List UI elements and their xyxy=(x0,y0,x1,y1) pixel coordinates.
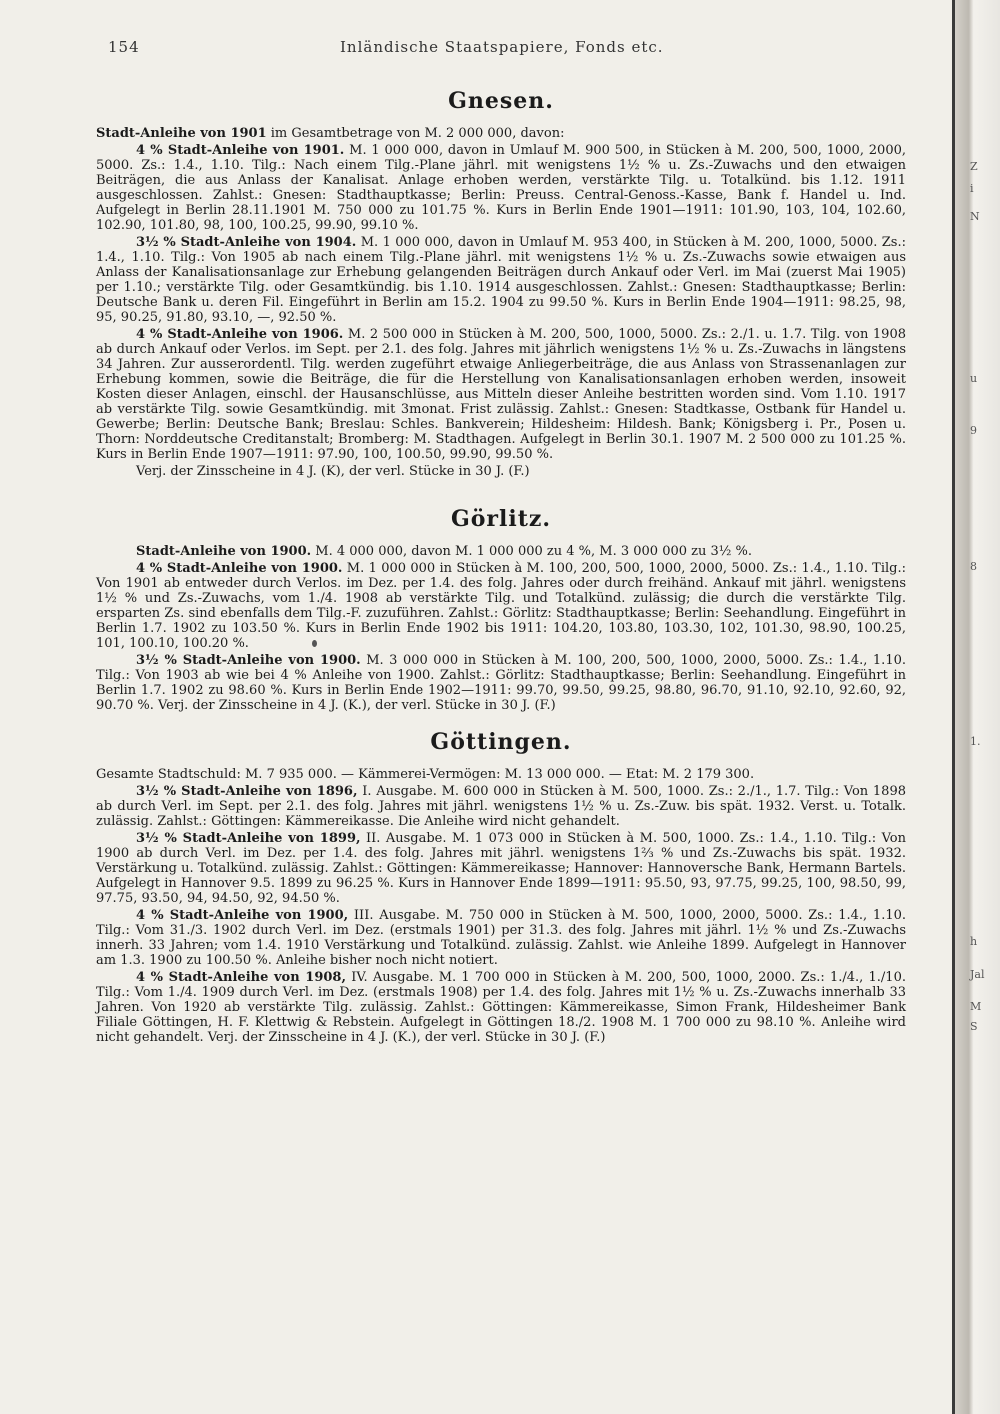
loan-text: III. Ausgabe. M. 750 000 in Stücken à M. 500, 1000, 2000, 5000. Zs.: 1.4., 1.10. Tilg.: Vom 31./3. 1902 durch Verl. im Dez. (erstmals 1901) per 31.3. des folg. Jahres mit jährl. 1½ % und Zs.-Zuwachs innerh. 33 Jahren; vom 1.4. 1910 Verstärkung und Totalkünd. zulässig. Zahlst. wie Anleihe 1899. Aufgelegt in Hannover am 1.3. 1900 zu 100.50 %. Anleihe bisher noch nicht notiert. xyxy=(96,908,906,968)
loan-heading: 4 % Stadt-Anleihe von 1900. xyxy=(136,561,343,576)
loan-heading: 3½ % Stadt-Anleihe von 1904. xyxy=(136,235,357,250)
loan-text: M. 1 000 000, davon in Umlauf M. 953 400, in Stücken à M. 200, 1000, 5000. Zs.: 1.4., 1.10. Tilg.: Von 1905 ab nach einem Tilg.-Plane jährl. mit wenigstens 1½ % u. Zs.-Zuwachs sowie etwaigen aus Anlass der Kanalisationsanlage zur Erhebung gelangenden Beiträgen durch Ankauf oder Verl. im Mai (zuerst Mai 1905) per 1.10.; verstärkte Tilg. oder Gesamtkündig. bis 1.10. 1914 ausgeschlossen. Zahlst.: Gnesen: Stadthauptkasse; Berlin: Deutsche Bank u. deren Fil. Eingeführt in Berlin am 15.2. 1904 zu 99.50 %. Kurs in Berlin Ende 1904—1911: 98.25, 98, 95, 90.25, 91.80, 93.10, —, 92.50 %. xyxy=(96,235,906,325)
city-heading-goettingen: Göttingen. xyxy=(430,729,572,755)
loan-text: I. Ausgabe. M. 600 000 in Stücken à M. 500, 1000. Zs.: 2./1., 1.7. Tilg.: Von 1898 ab durch Verl. im Sept. per 2.1. des folg. Jahres mit jährl. wenigstens 1½ % u. Zs.-Zuw. bis spät. 1932. Verst. u. Totalk. zulässig. Zahlst.: Göttingen: Kämmereikasse. Die Anleihe wird nicht gehandelt. xyxy=(96,784,906,829)
loan-heading: Stadt-Anleihe von 1901 xyxy=(96,126,267,141)
loan-text: M. 3 000 000 in Stücken à M. 100, 200, 500, 1000, 2000, 5000. Zs.: 1.4., 1.10. Tilg.: Von 1903 ab wie bei 4 % Anleihe von 1900. Zahlst.: Görlitz: Stadthauptkasse; Berlin: Seehandlung. Eingeführt in Berlin 1.7. 1902 zu 98.60 %. Kurs in Berlin Ende 1902—1911: 99.70, 99.50, 99.25, 98.80, 96.70, 91.10, 92.10, 92.60, 92, 90.70 %. Verj. der Zinsscheine in 4 J. (K.), der verl. Stücke in 30 J. (F.) xyxy=(96,653,906,713)
page-number: 154 xyxy=(108,38,140,56)
loan-entry xyxy=(96,235,906,325)
loan-text: II. Ausgabe. M. 1 073 000 in Stücken à M. 500, 1000. Zs.: 1.4., 1.10. Tilg.: Von 1900 ab durch Verl. im Dez. per 1.4. des folg. Jahres mit jährl. wenigstens 1⅔ % und Zs.-Zuwachs bis spät. 1932. Verstärkung u. Totalkünd. zulässig. Zahlst.: Göttingen: Kämmereikasse; Hannover: Hannoversche Bank, Hermann Bartels. Aufgelegt in Hannover 9.5. 1899 zu 96.25 %. Kurs in Hannover Ende 1899—1911: 95.50, 93, 97.75, 99.25, 100, 98.50, 99, 97.75, 93.50, 94, 94.50, 92, 94.50 %. xyxy=(96,831,906,906)
loan-heading: 4 % Stadt-Anleihe von 1901. xyxy=(136,143,345,158)
loan-entry xyxy=(96,143,906,233)
loan-text: M. 1 000 000, davon in Umlauf M. 900 500, in Stücken à M. 200, 500, 1000, 2000, 5000. Zs.: 1.4., 1.10. Tilg.: Nach einem Tilg.-Plane jährl. mit wenigstens 1½ % u. Zs.-Zuwachs und den etwaigen Beiträgen, die aus Anlass der Kanalisat. Anlage erhoben werden, verstärkte Tilg. u. Totalkünd. bis 1.12. 1911 ausgeschlossen. Zahlst.: Gnesen: Stadthauptkasse; Berlin: Preuss. Central-Genoss.-Kasse, Bank f. Handel u. Ind. Aufgelegt in Berlin 28.11.1901 M. 750 000 zu 101.75 %. Kurs in Berlin Ende 1901—1911: 101.90, 103, 104, 102.60, 102.90, 101.80, 98, 100, 100.25, 99.90, 99.10 %. xyxy=(96,143,906,233)
loan-entry xyxy=(96,908,906,968)
gutter-fragment: 8 xyxy=(970,560,977,573)
loan-text: M. 1 000 000 in Stücken à M. 100, 200, 500, 1000, 2000, 5000. Zs.: 1.4., 1.10. Tilg.: Von 1901 ab entweder durch Verlos. im Dez. per 1.4. des folg. Jahres oder durch freihänd. Ankauf mit jährl. wenigstens 1½ % und Zs.-Zuwachs, vom 1./4. 1908 ab verstärkte Tilg. und Totalkünd. zulässig; die durch die verstärkte Tilg. ersparten Zs. sind ebenfalls dem Tilg.-F. zuzuführen. Zahlst.: Görlitz: Stadthauptkasse; Berlin: Seehandlung. Eingeführt in Berlin 1.7. 1902 zu 103.50 %. Kurs in Berlin Ende 1902 bis 1911: 104.20, 103.80, 103.30, 102, 101.30, 98.90, 100.25, 101, 100.10, 100.20 %. xyxy=(96,561,906,651)
city-debt-summary: Gesamte Stadtschuld: M. 7 935 000. — Kämmerei-Vermögen: M. 13 000 000. — Etat: M. 2 179 300. xyxy=(96,767,755,782)
section-goerlitz xyxy=(96,506,906,713)
gutter-fragment: u xyxy=(970,372,978,385)
gutter-fragment: i xyxy=(970,182,974,195)
gutter-fragment: h xyxy=(970,935,978,948)
gutter-fragment: M xyxy=(970,1000,982,1013)
loan-heading: 4 % Stadt-Anleihe von 1900, xyxy=(136,908,349,923)
loan-heading: 3½ % Stadt-Anleihe von 1900. xyxy=(136,653,361,668)
section-gnesen xyxy=(96,88,906,479)
page-content xyxy=(96,88,906,1047)
section-spacer xyxy=(96,715,906,729)
city-heading-goerlitz: Görlitz. xyxy=(450,506,552,532)
loan-entry xyxy=(96,327,906,462)
loan-heading: 3½ % Stadt-Anleihe von 1896, xyxy=(136,784,358,799)
loan-heading: 4 % Stadt-Anleihe von 1906. xyxy=(136,327,344,342)
section-goettingen xyxy=(96,729,906,1045)
loan-entry xyxy=(96,970,906,1045)
gutter-fragment: S xyxy=(970,1020,978,1033)
limitation-note: Verj. der Zinsscheine in 4 J. (K), der verl. Stücke in 30 J. (F.) xyxy=(136,464,530,479)
page-gutter xyxy=(952,0,1000,1414)
ink-speck xyxy=(312,640,317,647)
loan-entry xyxy=(96,653,906,713)
loan-text: M. 4 000 000, davon M. 1 000 000 zu 4 %, M. 3 000 000 zu 3½ %. xyxy=(311,544,752,559)
gutter-fragment: 1. xyxy=(970,735,981,748)
gutter-fragment: 9 xyxy=(970,424,977,437)
loan-entry xyxy=(96,561,906,651)
gutter-fragment: Z xyxy=(970,160,978,173)
gutter-edge xyxy=(952,0,955,1414)
loan-text: M. 2 500 000 in Stücken à M. 200, 500, 1000, 5000. Zs.: 2./1. u. 1.7. Tilg. von 1908 ab durch Ankauf oder Verlos. im Sept. per 2.1. des folg. Jahres mit jährlich wenigstens 1½ % u. Zs.-Zuwachs in längstens 34 Jahren. Zur ausserordentl. Tilg. werden zugeführt etwaige Anliegerbeiträge, die aus Anlass von Strassenanlagen zur Erhebung kommen, sowie die Beiträge, die für die Herstellung von Kanalisationsanlagen erhoben werden, insoweit Kosten dieser Anlagen, einschl. der Hausanschlüsse, aus Mitteln dieser Anleihe bestritten worden sind. Vom 1.10. 1917 ab verstärkte Tilg. sowie Gesamtkündig. mit 3monat. Frist zulässig. Zahlst.: Gnesen: Stadtkasse, Ostbank für Handel u. Gewerbe; Berlin: Deutsche Bank; Breslau: Schles. Bankverein; Hildesheim: Hildesh. Bank; Königsberg i. Pr., Posen u. Thorn: Norddeutsche Creditanstalt; Bromberg: M. Stadthagen. Aufgelegt in Berlin 30.1. 1907 M. 2 500 000 zu 101.25 %. Kurs in Berlin Ende 1907—1911: 97.90, 100, 100.50, 99.90, 99.50 %. xyxy=(96,327,906,462)
loan-entry xyxy=(96,126,906,141)
section-spacer xyxy=(96,492,906,506)
loan-entry xyxy=(96,831,906,906)
gutter-fragment: Jal xyxy=(970,968,985,981)
loan-entry xyxy=(96,544,906,559)
city-heading-gnesen: Gnesen. xyxy=(448,88,554,114)
loan-text: im Gesamtbetrage von M. 2 000 000, davon: xyxy=(266,126,565,141)
loan-heading: 4 % Stadt-Anleihe von 1908, xyxy=(136,970,346,985)
loan-heading: Stadt-Anleihe von 1900. xyxy=(136,544,312,559)
loan-text: IV. Ausgabe. M. 1 700 000 in Stücken à M. 200, 500, 1000, 2000. Zs.: 1./4., 1./10. Tilg.: Vom 1./4. 1909 durch Verl. im Dez. (erstmals 1908) per 1.4. des folg. Jahres mit 1½ % u. Zs.-Zuwachs innerhalb 33 Jahren. Von 1920 ab verstärkte Tilg. zulässig. Zahlst.: Göttingen: Kämmereikasse, Simon Frank, Hildesheimer Bank Filiale Göttingen, H. F. Klettwig & Rebstein. Aufgelegt in Göttingen 18./2. 1908 M. 1 700 000 zu 98.10 %. Anleihe wird nicht gehandelt. Verj. der Zinsscheine in 4 J. (K.), der verl. Stücke in 30 J. (F.) xyxy=(96,970,906,1045)
running-head-title: Inländische Staatspapiere, Fonds etc. xyxy=(340,38,664,56)
loan-entry xyxy=(96,784,906,829)
gutter-fragment: N xyxy=(970,210,980,223)
loan-heading: 3½ % Stadt-Anleihe von 1899, xyxy=(136,831,361,846)
